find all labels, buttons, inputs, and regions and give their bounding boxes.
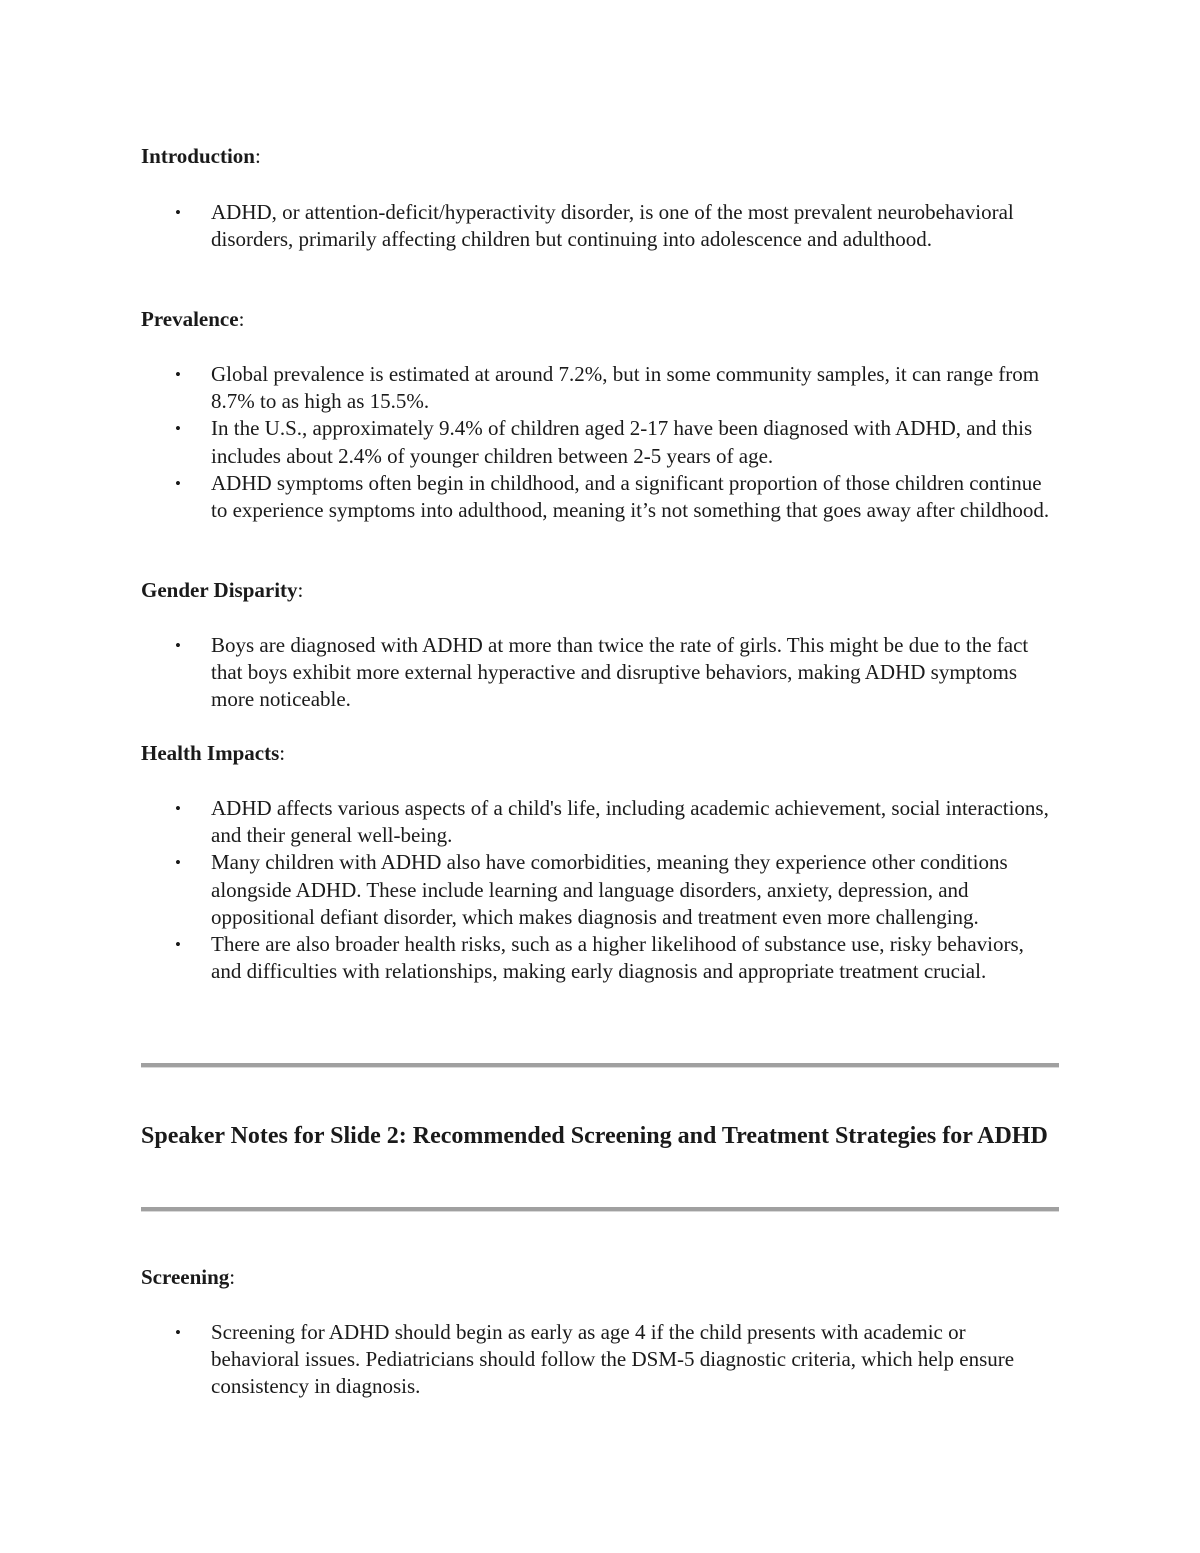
list-item: • Boys are diagnosed with ADHD at more than twice the rate of girls. This might be due to the fact that boys exhibit more external hyperactive and disruptive behaviors, making ADHD symptoms more noticeable. (175, 633, 1029, 712)
section-screening (141, 1264, 1059, 1401)
page-title: Speaker Notes for Slide 2: Recommended Screening and Treatment Strategies for ADHD (141, 1123, 1048, 1149)
bullet-icon: • (175, 419, 181, 439)
bullet-list (141, 632, 1059, 714)
bullet-icon: • (175, 365, 181, 384)
section-health-impacts (141, 740, 1059, 985)
bullet-icon: • (175, 473, 181, 493)
bullet-icon: • (175, 935, 181, 955)
list-item: • Screening for ADHD should begin as early as age 4 if the child presents with academic or behavioral issues. Pediatricians should follow the DSM-5 diagnostic criteria, which help ensure consistency in diagnosis. (175, 1320, 1015, 1399)
section-heading: Screening: (141, 1265, 236, 1289)
bullet-list (141, 1319, 1059, 1401)
list-item: • ADHD affects various aspects of a child's life, including academic achievement, social interactions, and their general well-being. (175, 796, 1049, 848)
bullet-icon: • (175, 853, 181, 873)
horizontal-divider (141, 1063, 1059, 1068)
bullet-list (141, 199, 1059, 253)
list-item: • ADHD symptoms often begin in childhood, and a significant proportion of those children continue to experience symptoms into adulthood, meaning it’s not something that goes away after childhood. (175, 470, 1050, 523)
section-gender-disparity (141, 577, 1059, 714)
section-introduction (141, 143, 1059, 253)
list-item: • ADHD, or attention-deficit/hyperactivity disorder, is one of the most prevalent neurobehavioral disorders, primarily affecting children but continuing into adolescence and adulthood. (175, 200, 1014, 252)
section-heading: Gender Disparity: (141, 578, 304, 602)
bullet-icon: • (175, 636, 181, 655)
list-item: • In the U.S., approximately 9.4% of children aged 2-17 have been diagnosed with ADHD, and this includes about 2.4% of younger children between 2-5 years of age. (175, 416, 1033, 468)
list-item: • There are also broader health risks, such as a higher likelihood of substance use, risky behaviors, and difficulties with relationships, making early diagnosis and appropriate treatment crucial. (175, 932, 1024, 984)
section-heading: Prevalence: (141, 307, 245, 331)
horizontal-divider (141, 1207, 1059, 1212)
bullet-icon: • (175, 203, 181, 222)
list-item: • Global prevalence is estimated at around 7.2%, but in some community samples, it can range from 8.7% to as high as 15.5%. (175, 362, 1040, 414)
bullet-list (141, 361, 1059, 524)
section-heading: Health Impacts: (141, 741, 286, 765)
bullet-icon: • (175, 1323, 181, 1342)
list-item: • Many children with ADHD also have comorbidities, meaning they experience other conditions alongside ADHD. These include learning and language disorders, anxiety, depression, and oppositional defiant disorder, which makes diagnosis and treatment even more challenging. (175, 850, 1008, 929)
bullet-list (141, 795, 1059, 985)
section-prevalence (141, 306, 1059, 524)
section-heading: Introduction: (141, 144, 261, 168)
bullet-icon: • (175, 799, 181, 818)
